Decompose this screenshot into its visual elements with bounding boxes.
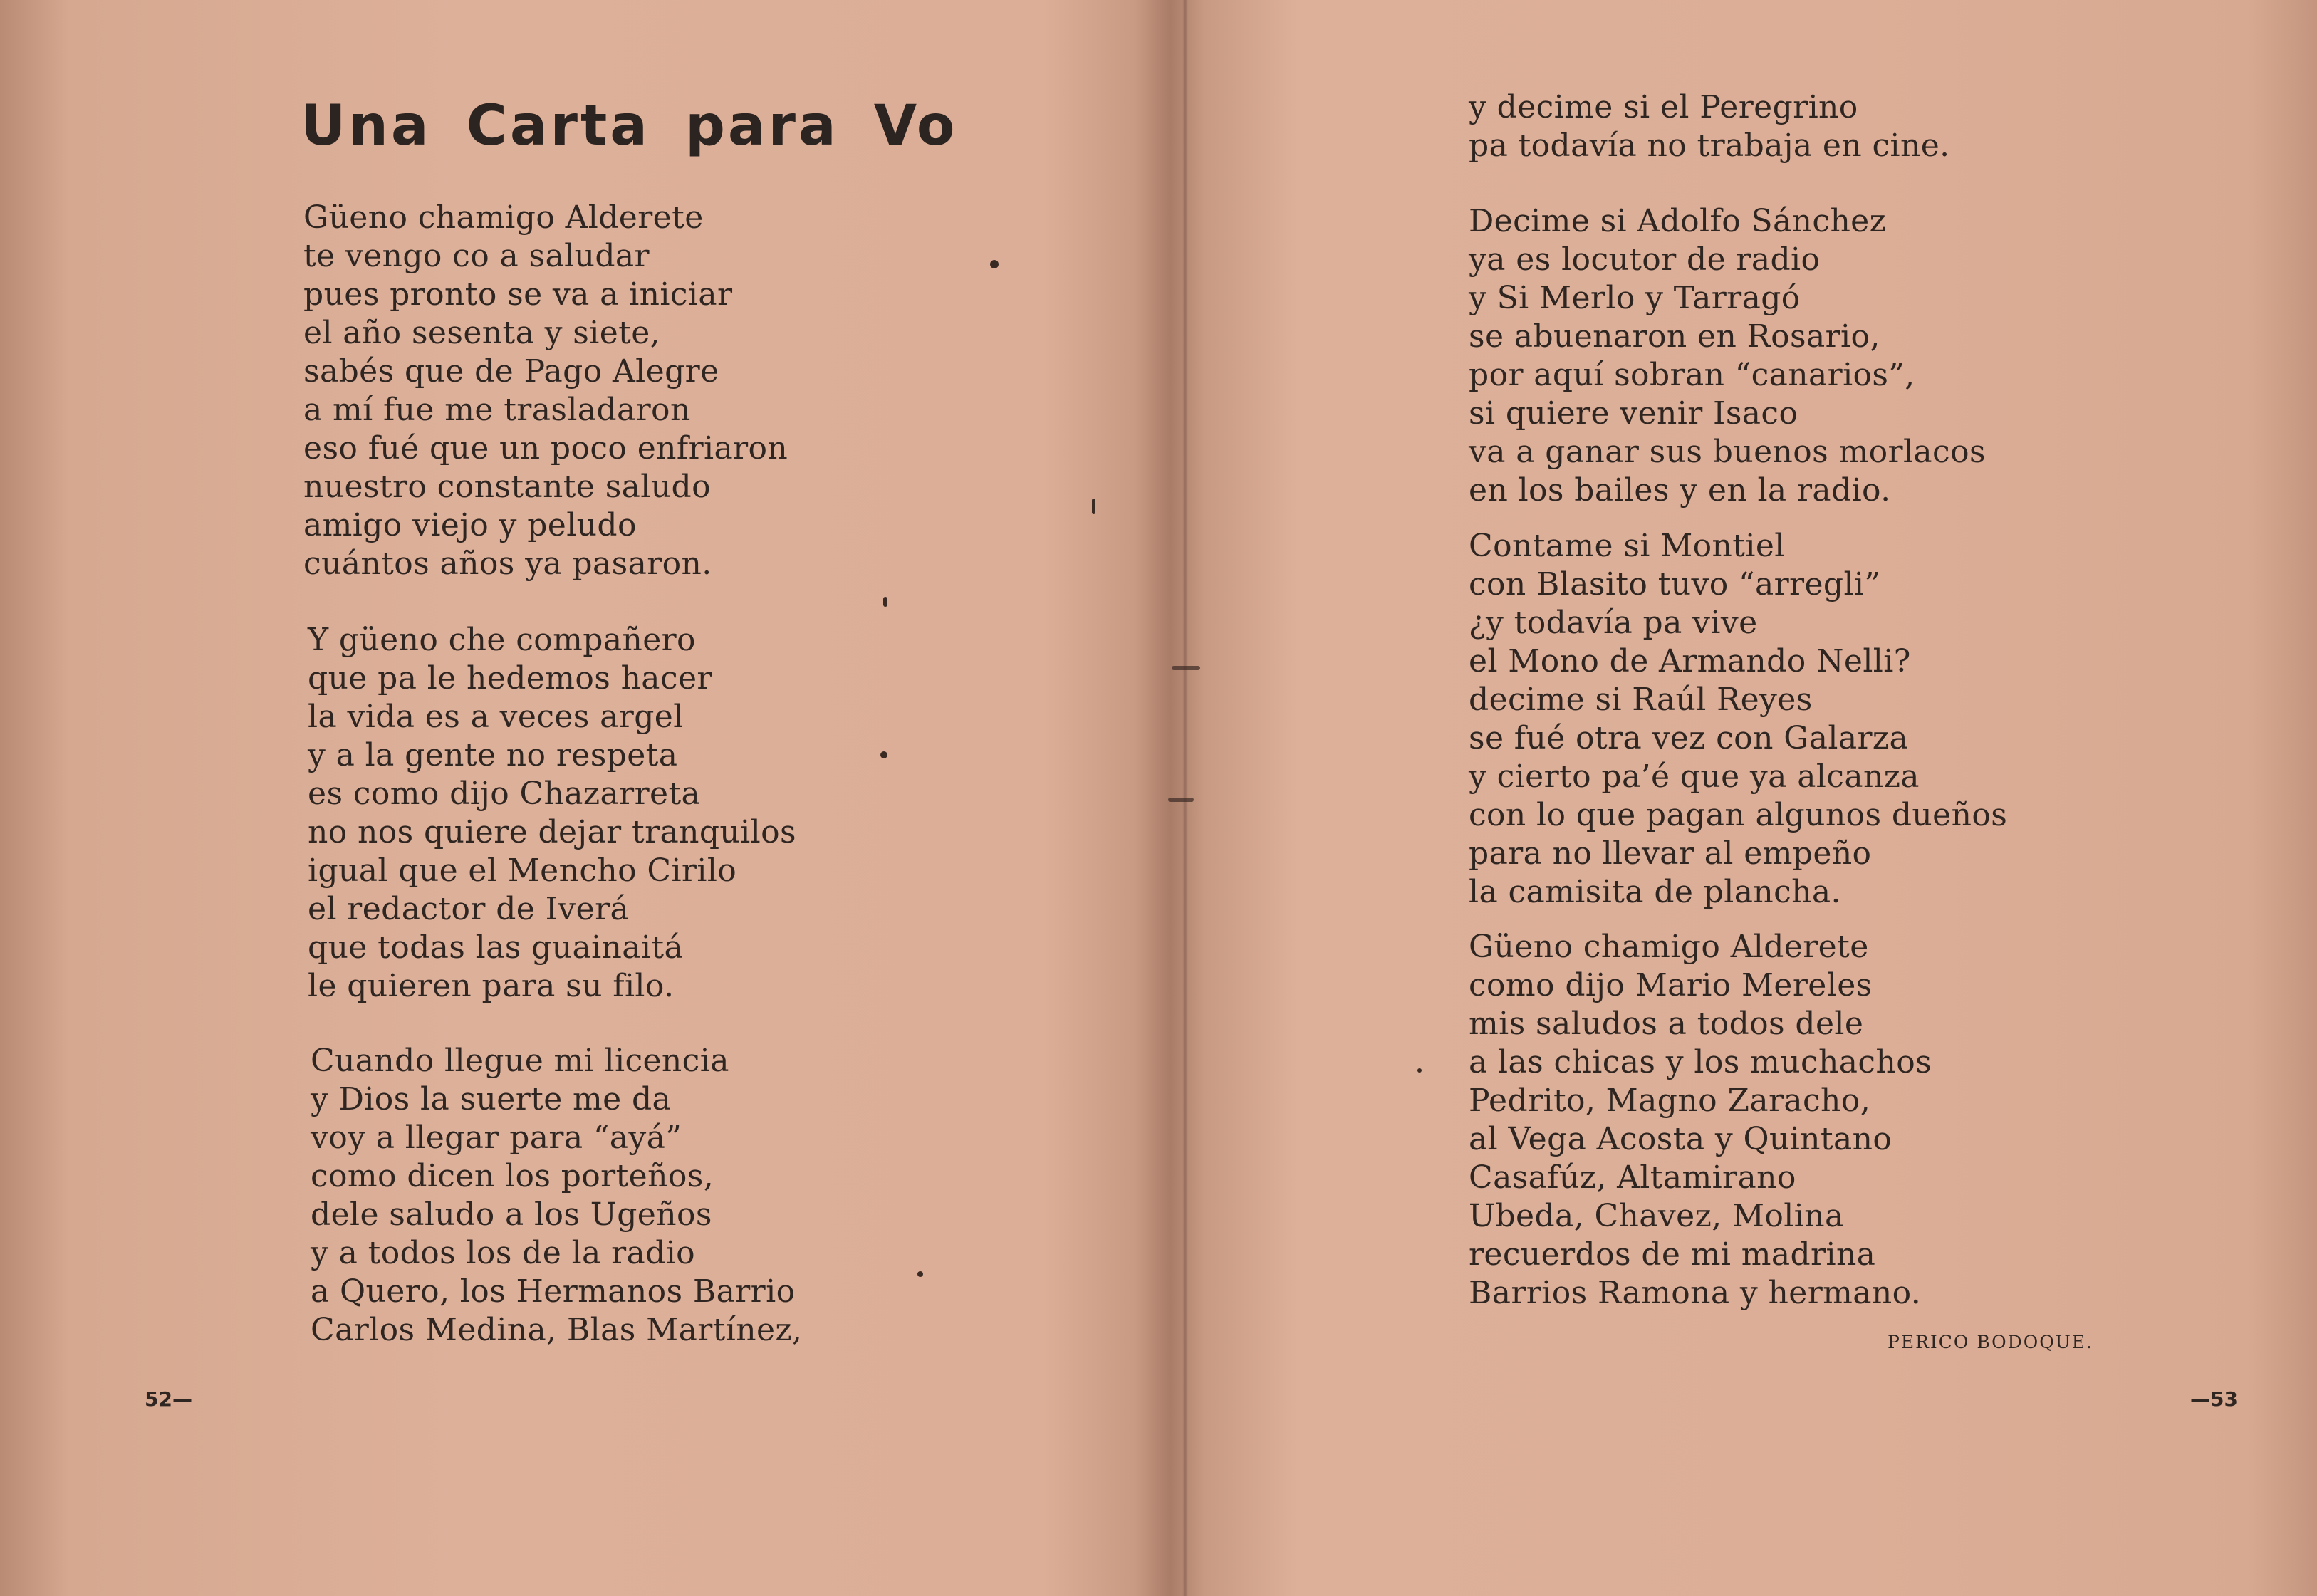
poem-line: y a la gente no respeta	[308, 737, 678, 773]
poem-line: Güeno chamigo Alderete	[303, 199, 704, 236]
poem-line: le quieren para su filo.	[308, 968, 675, 1004]
poem-line: a Quero, los Hermanos Barrio	[311, 1273, 796, 1310]
poem-line: decime si Raúl Reyes	[1469, 682, 1813, 718]
poem-line: nuestro constante saludo	[303, 469, 711, 505]
gutter-mark	[1172, 666, 1200, 670]
poem-line: el redactor de Iverá	[308, 891, 630, 927]
poem-line: Y güeno che compañero	[308, 622, 696, 658]
poem-line: si quiere venir Isaco	[1469, 395, 1798, 432]
poem-line: cuántos años ya pasaron.	[303, 546, 712, 582]
poem-line: que pa le hedemos hacer	[308, 660, 712, 697]
poem-line: que todas las guainaitá	[308, 929, 684, 966]
poem-line: a mí fue me trasladaron	[303, 392, 691, 428]
page-number-right: —53	[2190, 1387, 2238, 1411]
poem-title: Una Carta para Vo	[301, 94, 958, 158]
stanza-4	[1469, 88, 1950, 165]
poem-line: no nos quiere dejar tranquilos	[308, 814, 796, 850]
poem-line: con lo que pagan algunos dueños	[1469, 797, 2008, 833]
poem-line: por aquí sobran “canarios”,	[1469, 357, 1915, 393]
gutter-mark	[1168, 798, 1194, 802]
poem-line: Güeno chamigo Alderete	[1469, 929, 1869, 965]
poem-line: Carlos Medina, Blas Martínez,	[311, 1312, 803, 1348]
poem-line: Contame si Montiel	[1469, 528, 1785, 564]
poem-line: ¿y todavía pa vive	[1469, 605, 1758, 641]
poem-line: el Mono de Armando Nelli?	[1469, 643, 1911, 679]
poem-line: mis saludos a todos dele	[1469, 1006, 1864, 1042]
poem-line: como dijo Mario Mereles	[1469, 967, 1873, 1003]
poem-line: pa todavía no trabaja en cine.	[1469, 127, 1950, 164]
poem-line: amigo viejo y peludo	[303, 507, 637, 543]
stanza-5	[1469, 202, 1986, 510]
ink-speck	[1417, 1068, 1422, 1073]
poem-line: al Vega Acosta y Quintano	[1469, 1121, 1892, 1157]
poem-line: es como dijo Chazarreta	[308, 776, 701, 812]
poem-line: se abuenaron en Rosario,	[1469, 318, 1880, 355]
poem-line: Cuando llegue mi licencia	[311, 1043, 729, 1079]
poem-line: te vengo co a saludar	[303, 238, 650, 274]
poem-line: Barrios Ramona y hermano.	[1469, 1275, 1922, 1311]
poem-line: y decime si el Peregrino	[1469, 89, 1858, 125]
ink-speck	[880, 751, 887, 758]
ink-speck	[990, 260, 999, 268]
stanza-7	[1469, 928, 1932, 1313]
poem-line: y cierto pa’é que ya alcanza	[1469, 758, 1920, 795]
poem-line: el año sesenta y siete,	[303, 315, 661, 351]
page-number-left: 52—	[145, 1387, 192, 1411]
stanza-3	[311, 1042, 802, 1350]
poem-line: a las chicas y los muchachos	[1469, 1044, 1932, 1080]
poem-line: y Si Merlo y Tarragó	[1469, 280, 1801, 316]
poem-line: Ubeda, Chavez, Molina	[1469, 1198, 1844, 1234]
stanza-1	[303, 199, 788, 583]
ink-speck	[917, 1271, 923, 1277]
poem-line: se fué otra vez con Galarza	[1469, 720, 1909, 756]
poem-line: Casafúz, Altamirano	[1469, 1159, 1796, 1196]
poem-line: igual que el Mencho Cirilo	[308, 852, 737, 889]
stanza-6	[1469, 527, 2007, 912]
poem-line: la camisita de plancha.	[1469, 874, 1841, 910]
poem-line: para no llevar al empeño	[1469, 835, 1872, 872]
ink-speck	[883, 597, 887, 607]
poem-line: sabés que de Pago Alegre	[303, 353, 719, 390]
poem-line: y a todos los de la radio	[311, 1235, 696, 1271]
poem-line: voy a llegar para “ayá”	[311, 1120, 682, 1156]
poem-line: Decime si Adolfo Sánchez	[1469, 203, 1887, 239]
poem-line: ya es locutor de radio	[1469, 241, 1821, 278]
poem-line: eso fué que un poco enfriaron	[303, 430, 788, 466]
poem-line: recuerdos de mi madrina	[1469, 1236, 1876, 1273]
poem-line: va a ganar sus buenos morlacos	[1469, 434, 1986, 470]
poem-line: y Dios la suerte me da	[311, 1081, 672, 1117]
ink-speck	[1092, 499, 1095, 514]
author-signature: PERICO BODOQUE.	[1888, 1332, 2093, 1352]
stanza-2	[308, 621, 796, 1006]
poem-line: con Blasito tuvo “arregli”	[1469, 566, 1881, 603]
poem-line: pues pronto se va a iniciar	[303, 276, 733, 313]
poem-line: la vida es a veces argel	[308, 699, 684, 735]
poem-line: en los bailes y en la radio.	[1469, 472, 1891, 508]
poem-line: como dicen los porteños,	[311, 1158, 714, 1194]
poem-line: Pedrito, Magno Zaracho,	[1469, 1083, 1871, 1119]
poem-line: dele saludo a los Ugeños	[311, 1196, 712, 1233]
